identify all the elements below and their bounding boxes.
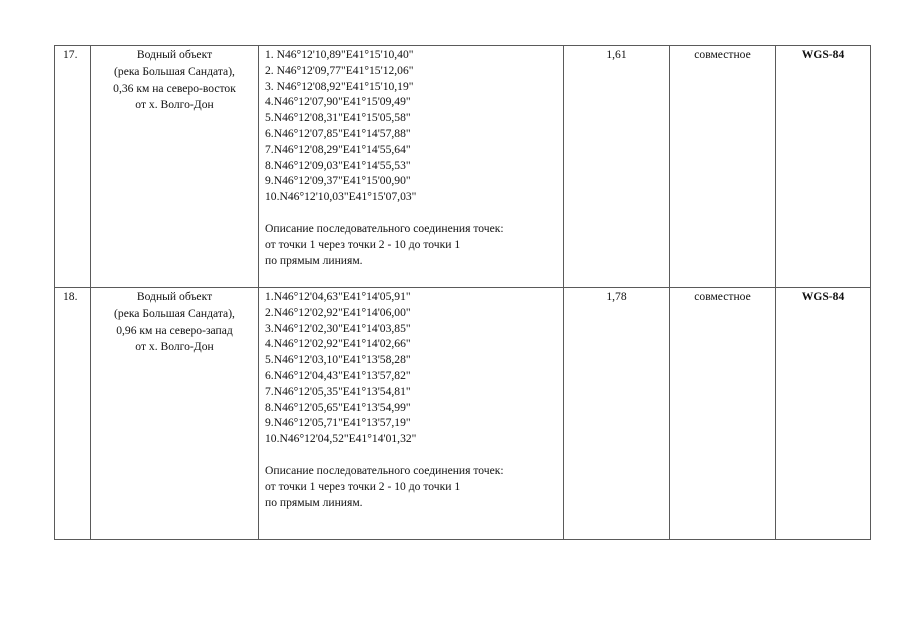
row-number-cell — [55, 288, 91, 540]
coordinate-point: 6.N46°12'07,85"E41°14'57,88" — [265, 126, 411, 140]
object-name-cell — [91, 288, 259, 540]
coordinate-point: 8.N46°12'05,65"E41°13'54,99" — [265, 400, 411, 414]
object-name-line: (река Большая Сандата), — [114, 64, 235, 78]
coordinate-point: 10.N46°12'10,03"E41°15'07,03" — [265, 190, 417, 204]
description-line: Описание последовательного соединения точек: — [265, 463, 504, 477]
coordinates-cell — [259, 288, 564, 540]
coordinate-point: 4.N46°12'02,92"E41°14'02,66" — [265, 337, 411, 351]
object-name-line: от х. Волго-Дон — [135, 98, 214, 112]
area-value: 1,78 — [606, 290, 627, 303]
coordinate-point: 4.N46°12'07,90"E41°15'09,49" — [265, 95, 411, 109]
coordinate-point: 7.N46°12'08,29"E41°14'55,64" — [265, 142, 411, 156]
coordinate-point: 9.N46°12'05,71"E41°13'57,19" — [265, 416, 411, 430]
coordinate-system: WGS-84 — [801, 290, 845, 303]
coordinate-point: 8.N46°12'09,03"E41°14'55,53" — [265, 158, 411, 172]
description-line: по прямым линиям. — [265, 495, 363, 509]
connection-description — [265, 463, 563, 510]
area-cell — [564, 288, 670, 540]
coordinate-point: 5.N46°12'08,31"E41°15'05,58" — [265, 111, 411, 125]
coordinate-point: 6.N46°12'04,43"E41°13'57,82" — [265, 368, 411, 382]
coordinate-point: 2.N46°12'02,92"E41°14'06,00" — [265, 305, 411, 319]
coordinate-system-cell — [776, 288, 871, 540]
object-name-line: Водный объект — [136, 48, 213, 61]
usage-type: совместное — [694, 48, 751, 61]
object-name-line: Водный объект — [136, 290, 213, 303]
area-cell — [564, 46, 670, 288]
object-name-line: 0,96 км на северо-запад — [116, 323, 233, 337]
table-row — [55, 46, 871, 288]
connection-description — [265, 221, 563, 268]
coordinate-point: 3. N46°12'08,92"E41°15'10,19" — [265, 79, 414, 93]
description-line: от точки 1 через точки 2 - 10 до точки 1 — [265, 479, 461, 493]
usage-type-cell — [670, 46, 776, 288]
coordinate-point: 10.N46°12'04,52"E41°14'01,32" — [265, 432, 417, 446]
row-number: 17. — [63, 48, 78, 61]
coordinate-point: 1. N46°12'10,89"E41°15'10,40" — [265, 48, 414, 61]
coordinate-point: 3.N46°12'02,30"E41°14'03,85" — [265, 321, 411, 335]
row-number-cell — [55, 46, 91, 288]
object-name-cell — [91, 46, 259, 288]
coordinate-point: 7.N46°12'05,35"E41°13'54,81" — [265, 384, 411, 398]
row-number: 18. — [63, 290, 78, 303]
coordinate-point: 2. N46°12'09,77"E41°15'12,06" — [265, 63, 414, 77]
coordinate-point: 5.N46°12'03,10"E41°13'58,28" — [265, 353, 411, 367]
coordinate-point: 9.N46°12'09,37"E41°15'00,90" — [265, 174, 411, 188]
description-line: по прямым линиям. — [265, 253, 363, 267]
object-name-line: 0,36 км на северо-восток — [113, 81, 236, 95]
coordinates-cell — [259, 46, 564, 288]
coordinate-point: 1.N46°12'04,63"E41°14'05,91" — [265, 290, 411, 303]
water-objects-table — [54, 45, 871, 540]
usage-type-cell — [670, 288, 776, 540]
description-line: от точки 1 через точки 2 - 10 до точки 1 — [265, 237, 461, 251]
usage-type: совместное — [694, 290, 751, 303]
object-name-line: от х. Волго-Дон — [135, 340, 214, 354]
description-line: Описание последовательного соединения точек: — [265, 221, 504, 235]
table-row — [55, 288, 871, 540]
coordinate-system: WGS-84 — [801, 48, 845, 61]
coordinate-system-cell — [776, 46, 871, 288]
area-value: 1,61 — [606, 48, 627, 61]
object-name-line: (река Большая Сандата), — [114, 306, 235, 320]
